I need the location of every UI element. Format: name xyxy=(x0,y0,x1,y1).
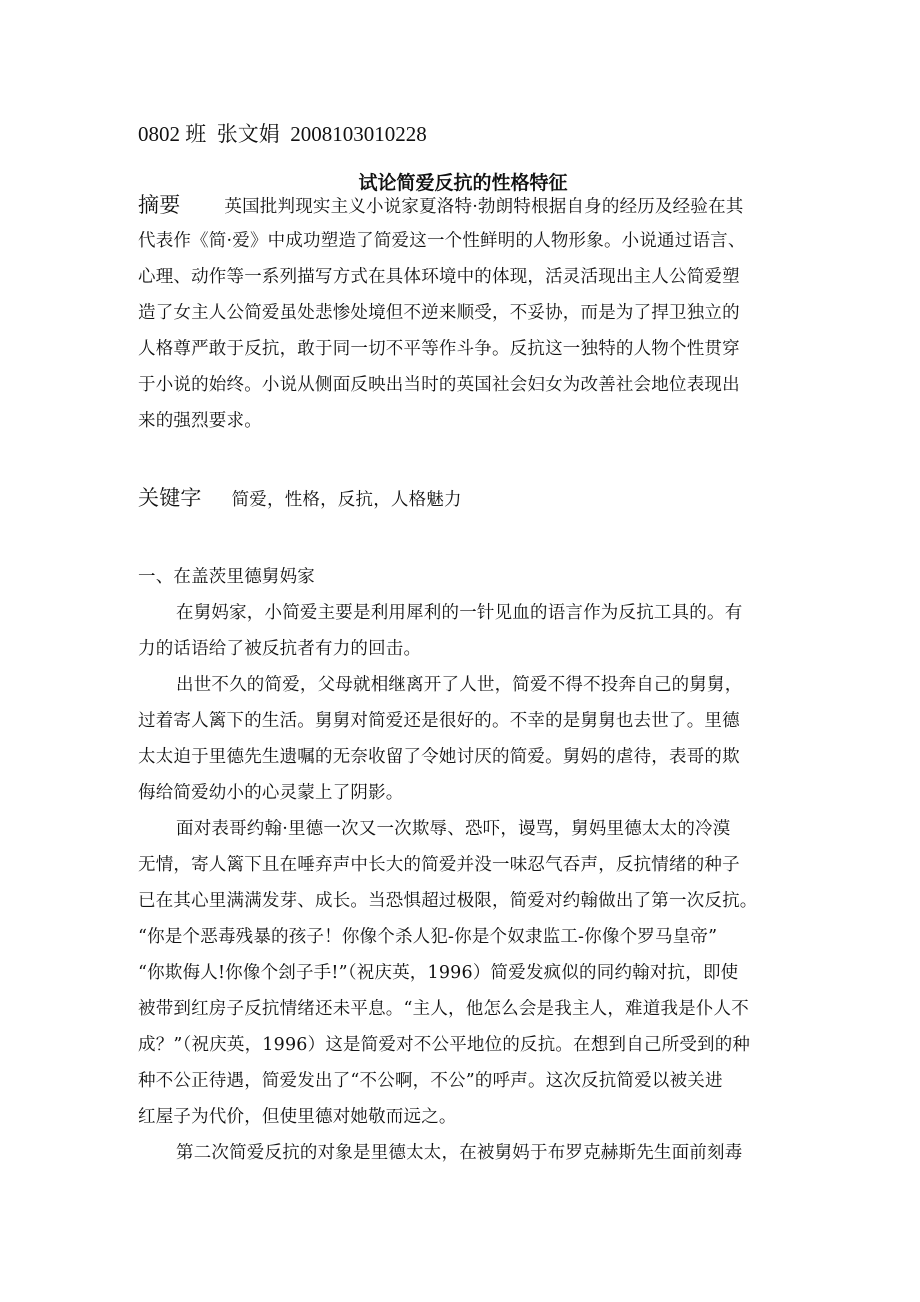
paragraph-2-line-2: 太太迫于里德先生遗嘱的无奈收留了令她讨厌的简爱。舅妈的虐待，表哥的欺 xyxy=(138,747,740,767)
paragraph-3-line-4: “你欺侮人!你像个刽子手!”（祝庆英，1996）简爱发疯似的同约翰对抗，即使 xyxy=(138,963,739,983)
paragraph-3-line-2: 已在其心里满满发芽、成长。当恐惧超过极限，简爱对约翰做出了第一次反抗。 xyxy=(138,891,758,911)
keywords-label: 关键字 xyxy=(138,486,202,510)
document-title: 试论简爱反抗的性格特征 xyxy=(358,172,568,194)
paragraph-1-line-1: 力的话语给了被反抗者有力的回击。 xyxy=(138,639,422,659)
paragraph-2-line-0: 出世不久的简爱，父母就相继离开了人世，简爱不得不投奔自己的舅舅， xyxy=(176,675,743,695)
paragraph-3-line-8: 红屋子为代价，但使里德对她敬而远之。 xyxy=(138,1107,457,1127)
paragraph-3-line-5: 被带到红房子反抗情绪还未平息。“主人，他怎么会是我主人，难道我是仆人不 xyxy=(138,999,749,1019)
paragraph-3-line-7: 种不公正待遇，简爱发出了“不公啊，不公”的呼声。这次反抗简爱以被关进 xyxy=(138,1071,723,1091)
keywords-value: 简爱，性格，反抗，人格魅力 xyxy=(231,490,462,510)
paragraph-3-line-3: “你是个恶毒残暴的孩子！你像个杀人犯-你是个奴隶监工-你像个罗马皇帝” xyxy=(138,927,718,947)
class-label: 0802 班 xyxy=(138,122,207,146)
abstract-line-6: 来的强烈要求。 xyxy=(138,411,262,431)
section-heading: 一、在盖茨里德舅妈家 xyxy=(138,567,315,587)
abstract-line-0: 摘要 英国批判现实主义小说家夏洛特·勃朗特根据自身的经历及经验在其 xyxy=(138,193,744,217)
author-header xyxy=(138,122,427,146)
abstract-line-3: 造了女主人公简爱虽处悲惨处境但不逆来顺受，不妥协，而是为了捍卫独立的 xyxy=(138,303,740,323)
abstract-line-1: 代表作《简·爱》中成功塑造了简爱这一个性鲜明的人物形象。小说通过语言、 xyxy=(138,231,746,251)
paragraph-3-line-0: 面对表哥约翰·里德一次又一次欺辱、恐吓，谩骂，舅妈里德太太的冷漠 xyxy=(176,819,731,839)
abstract-label: 摘要 xyxy=(138,193,181,217)
abstract-line-4: 人格尊严敢于反抗，敢于同一切不平等作斗争。反抗这一独特的人物个性贯穿 xyxy=(138,339,740,359)
abstract-line-2: 心理、动作等一系列描写方式在具体环境中的体现，活灵活现出主人公简爱塑 xyxy=(138,267,740,287)
student-id: 2008103010228 xyxy=(290,122,427,146)
abstract-line-5: 于小说的始终。小说从侧面反映出当时的英国社会妇女为改善社会地位表现出 xyxy=(138,375,740,395)
paragraph-4-line-0: 第二次简爱反抗的对象是里德太太，在被舅妈于布罗克赫斯先生面前刻毒 xyxy=(176,1143,743,1163)
author-name: 张文娟 xyxy=(216,122,280,146)
paragraph-2-line-3: 侮给简爱幼小的心灵蒙上了阴影。 xyxy=(138,783,404,803)
paragraph-1-line-0: 在舅妈家，小简爱主要是利用犀利的一针见血的语言作为反抗工具的。有 xyxy=(176,603,743,623)
paragraph-3-line-6: 成？”（祝庆英，1996）这是简爱对不公平地位的反抗。在想到自己所受到的种 xyxy=(138,1035,751,1055)
keywords-line xyxy=(138,486,462,512)
paragraph-3-line-1: 无情，寄人篱下且在唾弃声中长大的简爱并没一味忍气吞声，反抗情绪的种子 xyxy=(138,855,740,875)
paragraph-2-line-1: 过着寄人篱下的生活。舅舅对简爱还是很好的。不幸的是舅舅也去世了。里德 xyxy=(138,711,740,731)
